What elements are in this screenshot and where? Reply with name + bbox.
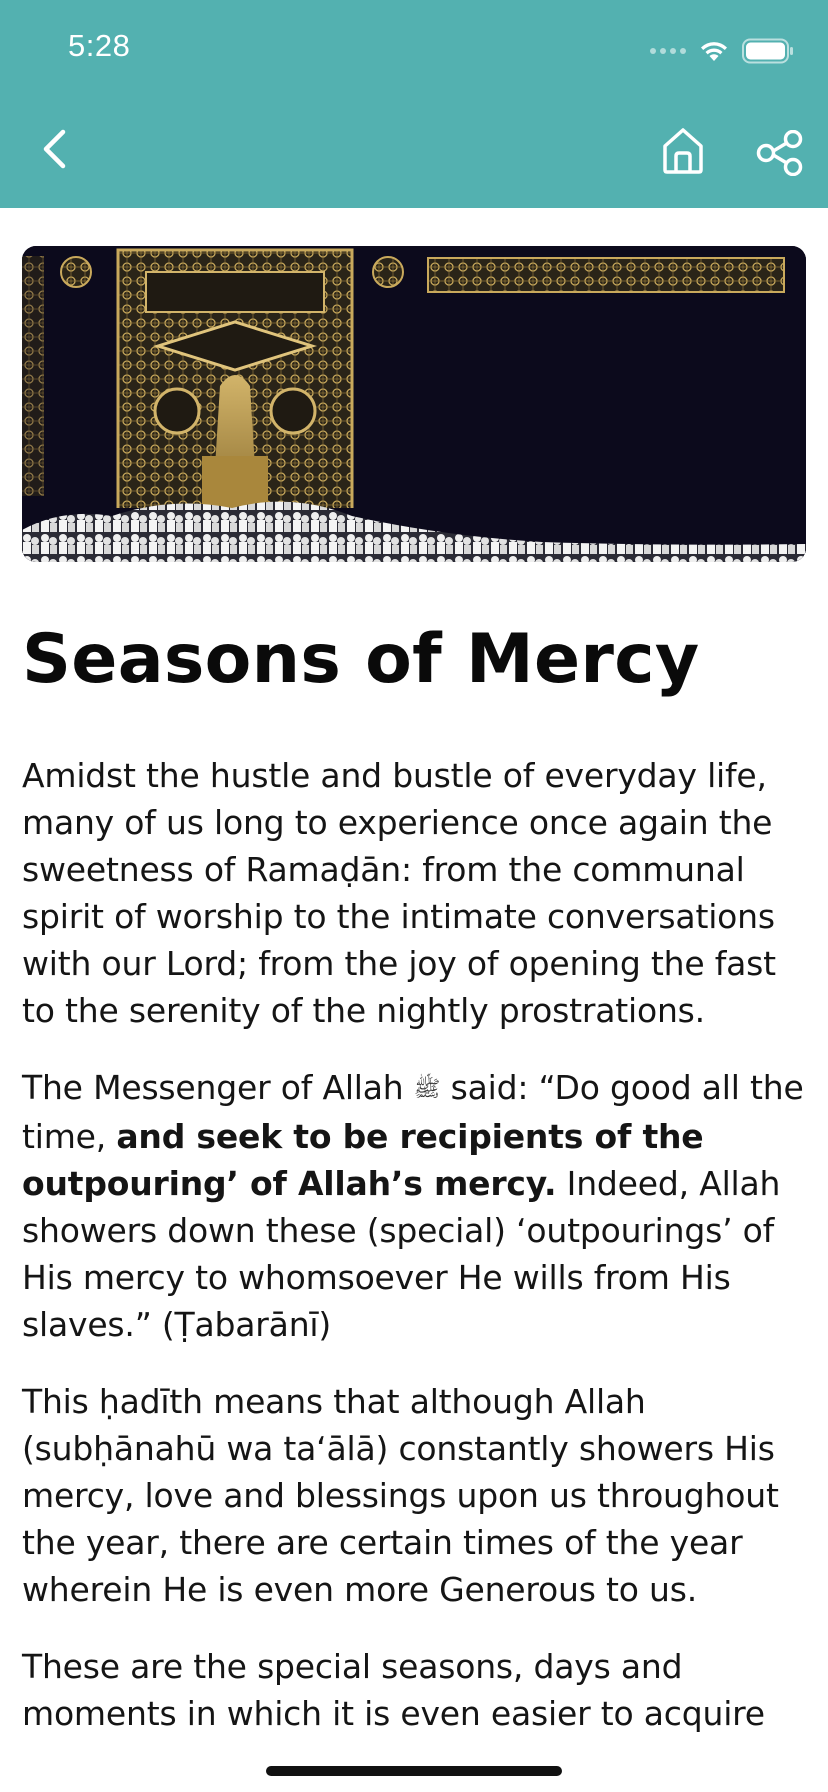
paragraph-2-text-c: Indeed, Allah showers down these (special) ‘outpourings’ of His mercy to whomsoever He wills from His slaves.” (Ṭabarānī) [22,1164,781,1344]
article-paragraph-2 [22,1064,812,1348]
article-paragraph-3: This ḥadīth means that although Allah (subḥānahū wa ta‘ālā) constantly showers His mercy, love and blessings upon us throughout the year, there are certain times of the year wherein He is even more Generous to us. [22,1382,779,1609]
share-icon [756,130,804,176]
article-content [22,612,812,1737]
paragraph-2-bold-text: and seek to be recipients of the outpouring’ of Allah’s mercy. [22,1117,704,1203]
status-icons [650,34,794,68]
app-header [0,0,828,208]
article-paragraph-1: Amidst the hustle and bustle of everyday life, many of us long to experience once again the sweetness of Ramaḍān: from the communal spirit of worship to the intimate conversations with our Lord; from the joy of opening the fast to the serenity of the nightly prostrations. [22,756,776,1030]
article-paragraph-4: These are the special seasons, days and moments in which it is even easier to acquire [22,1647,765,1733]
battery-icon [742,38,794,64]
cellular-signal-icon [650,48,686,54]
status-time: 5:28 [68,28,131,63]
paragraph-2-text-a: The Messenger of Allah [22,1068,414,1107]
kaaba-hero-image [22,246,806,562]
home-indicator[interactable] [266,1766,562,1776]
chevron-left-icon [36,124,76,174]
paragraph-2-text-b: said: “Do good all the time, [22,1068,804,1156]
back-button[interactable] [36,124,76,174]
home-icon [660,126,706,176]
home-button[interactable] [660,126,706,176]
salawat-symbol: ﷺ [413,1077,441,1102]
wifi-icon [698,39,730,63]
share-button[interactable] [756,130,804,176]
article-title: Seasons of Mercy [22,620,700,699]
